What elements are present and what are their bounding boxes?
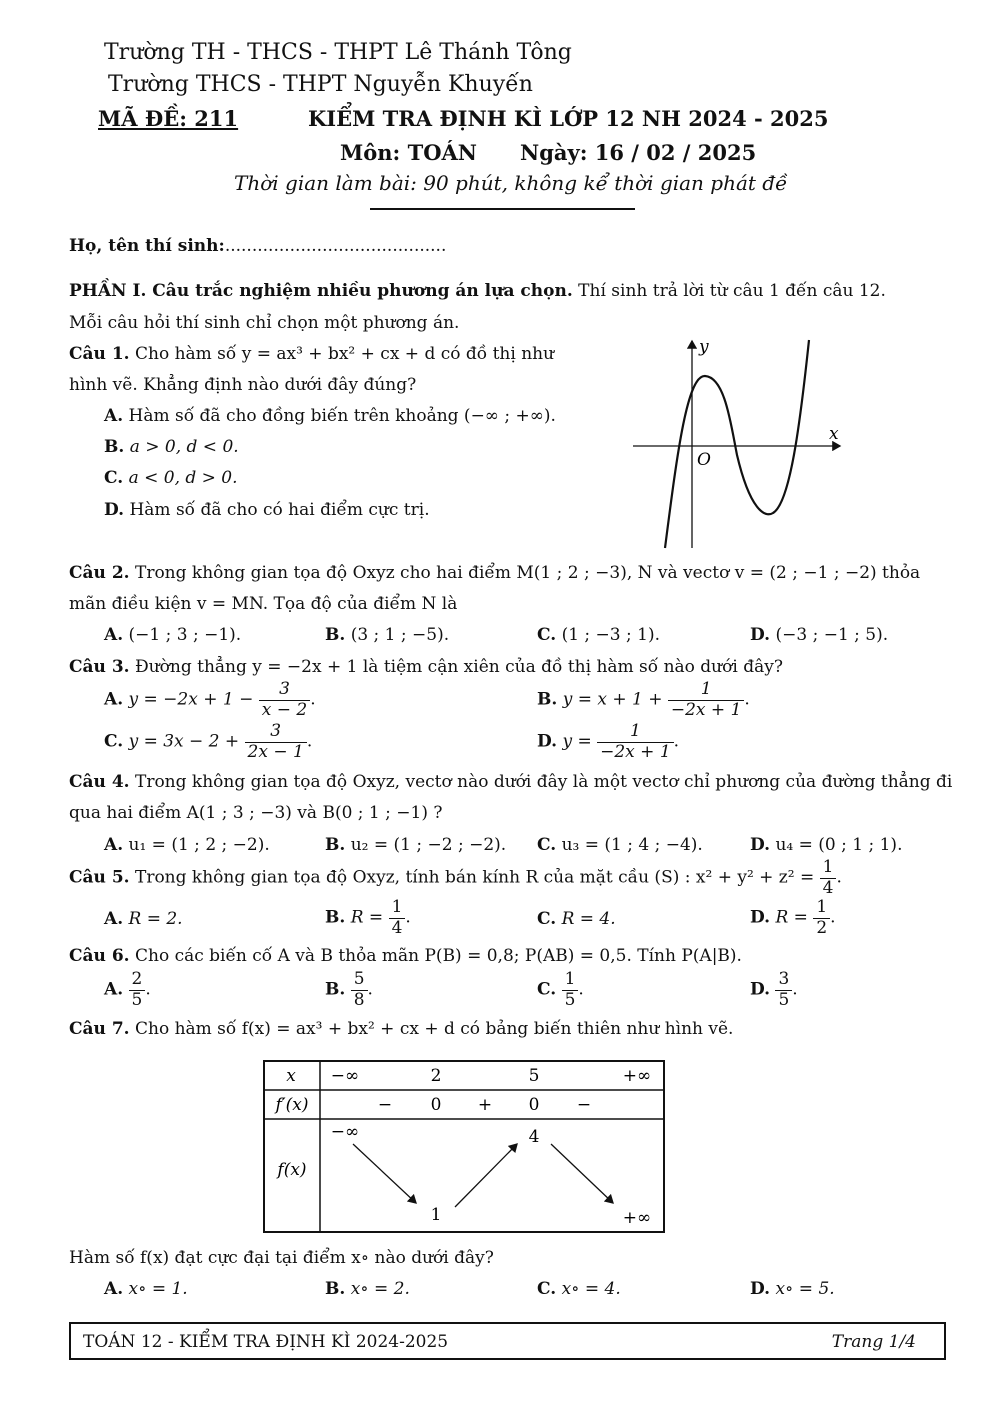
header-divider — [370, 208, 635, 210]
den: 2x − 1 — [245, 742, 307, 763]
q1-b-text: a > 0, d < 0. — [129, 437, 239, 457]
q7-line — [69, 1019, 733, 1039]
row-fprime-label: f′(x) — [275, 1095, 309, 1115]
num: 3 — [270, 721, 282, 741]
q1-option-b[interactable] — [104, 437, 239, 457]
q7-variation-table — [263, 1060, 665, 1234]
den: 5 — [775, 990, 792, 1011]
q5-frac — [820, 858, 837, 898]
graph-x-label: x — [829, 424, 839, 444]
q2-c-text: (1 ; −3 ; 1). — [561, 625, 660, 645]
num: 1 — [564, 969, 576, 989]
opt-letter: B. — [104, 437, 125, 457]
f-val-neg-inf: −∞ — [330, 1122, 360, 1142]
opt-letter: C. — [537, 1279, 557, 1299]
q7-label: Câu 7. — [69, 1019, 130, 1039]
opt-letter: A. — [104, 1279, 124, 1299]
q2-line1 — [69, 563, 920, 583]
den: 4 — [389, 918, 406, 939]
q2-option-c[interactable] — [537, 625, 660, 645]
q5-b-frac — [389, 898, 406, 938]
q2-label: Câu 2. — [69, 563, 130, 583]
q2-a-text: (−1 ; 3 ; −1). — [128, 625, 242, 645]
q2-option-a[interactable] — [104, 625, 241, 645]
q6-option-c[interactable]: C. $\frac{1}{5}$ . — [537, 969, 584, 1010]
q6-c-frac — [562, 970, 579, 1010]
q4-label: Câu 4. — [69, 772, 130, 792]
q4-c-text: u₃ = (1 ; 4 ; −4). — [561, 835, 703, 855]
q3-b-pre: y = x + 1 + — [562, 689, 668, 710]
q2-option-b[interactable] — [325, 625, 449, 645]
opt-letter: B. — [325, 835, 346, 855]
num: 1 — [391, 897, 403, 917]
opt-letter: B. — [325, 1279, 346, 1299]
opt-letter: B. — [325, 907, 346, 928]
q5-b-pre: R = — [350, 907, 389, 928]
q1-option-d[interactable] — [104, 500, 430, 520]
q6-b-frac — [351, 970, 368, 1010]
q1-d-text: Hàm số đã cho có hai điểm cực trị. — [129, 500, 430, 520]
q3-option-d[interactable]: D. y = $\frac{1}{-2x + 1}$ . — [537, 721, 680, 762]
cubic-curve — [665, 340, 809, 548]
fp-sign-3: − — [576, 1095, 592, 1115]
q6-line — [69, 946, 742, 966]
q1-cubic-graph — [625, 335, 850, 550]
num: 3 — [778, 969, 790, 989]
footer-title: TOÁN 12 - KIỂM TRA ĐỊNH KÌ 2024-2025 — [83, 1332, 449, 1352]
opt-letter: D. — [750, 979, 771, 1000]
candidate-dots: ......................................... — [224, 236, 447, 256]
opt-letter: C. — [537, 625, 557, 645]
q1-line1 — [69, 344, 554, 364]
arrow-decrease-2 — [551, 1144, 613, 1203]
x-val-pos-inf: +∞ — [622, 1066, 652, 1086]
row-x-label: x — [286, 1066, 296, 1086]
den: x − 2 — [259, 700, 310, 721]
f-val-pos-inf: +∞ — [622, 1208, 652, 1228]
q2-option-d[interactable] — [750, 625, 888, 645]
q5-option-b[interactable]: B. R = $\frac{1}{4}$ . — [325, 897, 411, 938]
q7-option-a[interactable] — [104, 1279, 188, 1299]
fp-sign-1: − — [377, 1095, 393, 1115]
opt-letter: D. — [750, 907, 771, 928]
q7-d-text: x∘ = 5. — [775, 1279, 835, 1299]
q6-option-b[interactable]: B. $\frac{5}{8}$ . — [325, 969, 373, 1010]
num: 2 — [131, 969, 143, 989]
den: 5 — [129, 990, 146, 1011]
opt-letter: C. — [104, 468, 124, 488]
q2-b-text: (3 ; 1 ; −5). — [350, 625, 450, 645]
q4-option-d[interactable] — [750, 835, 902, 855]
q6-a-frac — [129, 970, 146, 1010]
q1-option-a[interactable] — [104, 406, 556, 426]
opt-letter: A. — [104, 909, 124, 929]
q7-a-text: x∘ = 1. — [128, 1279, 188, 1299]
q6-label: Câu 6. — [69, 946, 130, 966]
num: 5 — [353, 969, 365, 989]
school-name-1: Trường TH - THCS - THPT Lê Thánh Tông — [104, 40, 572, 65]
opt-letter: A. — [104, 979, 124, 1000]
num: 1 — [816, 897, 828, 917]
q7-option-b[interactable] — [325, 1279, 410, 1299]
q4-text2: qua hai điểm A(1 ; 3 ; −3) và B(0 ; 1 ; −1) ? — [69, 803, 443, 823]
q1-option-c[interactable] — [104, 468, 238, 488]
part1-instr: Thí sinh trả lời từ câu 1 đến câu 12. — [572, 281, 886, 301]
q1-text1: Cho hàm số y = ax³ + bx² + cx + d có đồ thị như — [129, 344, 555, 364]
den: −2x + 1 — [668, 700, 745, 721]
q4-text1: Trong không gian tọa độ Oxyz, vectơ nào dưới đây là một vectơ chỉ phương của đường thẳng đi — [129, 772, 953, 792]
opt-letter: A. — [104, 689, 124, 710]
footer — [69, 1322, 946, 1360]
q7-text: Cho hàm số f(x) = ax³ + bx² + cx + d có bảng biến thiên như hình vẽ. — [129, 1019, 734, 1039]
exam-code: MÃ ĐỀ: 211 — [98, 106, 239, 131]
opt-letter: A. — [104, 625, 124, 645]
q6-option-d[interactable]: D. $\frac{3}{5}$ . — [750, 969, 798, 1010]
q4-option-b[interactable] — [325, 835, 506, 855]
graph-y-label: y — [699, 337, 709, 357]
exam-date: Ngày: 16 / 02 / 2025 — [520, 140, 757, 165]
den: 8 — [351, 990, 368, 1011]
q3-text: Đường thẳng y = −2x + 1 là tiệm cận xiên của đồ thị hàm số nào dưới đây? — [129, 657, 783, 677]
q4-line1 — [69, 772, 952, 792]
q5-text: Trong không gian tọa độ Oxyz, tính bán kính R của mặt cầu (S) : x² + y² + z² = — [129, 867, 820, 888]
opt-letter: C. — [104, 731, 124, 752]
q7-b-text: x∘ = 2. — [350, 1279, 410, 1299]
den: −2x + 1 — [597, 742, 674, 763]
q7-option-d[interactable] — [750, 1279, 835, 1299]
q5-c-text: R = 4. — [561, 909, 616, 929]
q6-d-frac — [775, 970, 792, 1010]
q5-d-pre: R = — [775, 907, 814, 928]
q3-a-frac — [259, 680, 310, 720]
den: 5 — [562, 990, 579, 1011]
f-val-1: 1 — [430, 1205, 442, 1225]
q7-option-c[interactable] — [537, 1279, 621, 1299]
arrow-increase — [455, 1144, 517, 1207]
opt-letter: D. — [750, 1279, 771, 1299]
q3-c-pre: y = 3x − 2 + — [128, 731, 245, 752]
opt-letter: C. — [537, 979, 557, 1000]
num: 1 — [700, 679, 712, 699]
q7-question: Hàm số f(x) đạt cực đại tại điểm x∘ nào dưới đây? — [69, 1248, 494, 1268]
num: 1 — [629, 721, 641, 741]
q6-text: Cho các biến cố A và B thỏa mãn P(B) = 0,8; P(AB) = 0,5. Tính P(A|B). — [129, 946, 742, 966]
q5-a-text: R = 2. — [128, 909, 183, 929]
q4-option-a[interactable] — [104, 835, 270, 855]
fp-zero-1: 0 — [430, 1095, 442, 1115]
den: 4 — [820, 878, 837, 899]
num: 1 — [822, 857, 834, 877]
x-val-2: 2 — [430, 1066, 442, 1086]
x-val-neg-inf: −∞ — [330, 1066, 360, 1086]
q4-option-c[interactable] — [537, 835, 703, 855]
fp-zero-2: 0 — [528, 1095, 540, 1115]
q3-d-frac — [597, 722, 674, 762]
q7-c-text: x∘ = 4. — [561, 1279, 621, 1299]
q3-b-frac — [668, 680, 745, 720]
candidate-label: Họ, tên thí sinh: — [69, 236, 225, 256]
q5-d-frac — [813, 898, 830, 938]
q4-b-text: u₂ = (1 ; −2 ; −2). — [350, 835, 507, 855]
q1-c-text: a < 0, d > 0. — [128, 468, 238, 488]
table-border — [264, 1061, 664, 1232]
opt-letter: A. — [104, 406, 124, 426]
q4-d-text: u₄ = (0 ; 1 ; 1). — [775, 835, 903, 855]
opt-letter: D. — [104, 500, 125, 520]
candidate-line — [69, 236, 446, 256]
school-name-2: Trường THCS - THPT Nguyễn Khuyến — [108, 72, 533, 97]
opt-letter: D. — [750, 835, 771, 855]
q1-a-text: Hàm số đã cho đồng biến trên khoảng (−∞ ; +∞). — [128, 406, 556, 426]
q3-line — [69, 657, 783, 677]
opt-letter: D. — [537, 731, 558, 752]
opt-letter: C. — [537, 909, 557, 929]
q3-a-pre: y = −2x + 1 − — [128, 689, 259, 710]
opt-letter: B. — [325, 979, 346, 1000]
q5-label: Câu 5. — [69, 867, 130, 888]
q5-line: Câu 5. Trong không gian tọa độ Oxyz, tính bán kính R của mặt cầu (S) : x² + y² + z² = $\frac{1}{4}$ . — [69, 857, 842, 898]
q3-option-c[interactable]: C. y = 3x − 2 + $\frac{3}{2x - 1}$ . — [104, 721, 313, 762]
q3-d-pre: y = — [562, 731, 598, 752]
exam-title: KIỂM TRA ĐỊNH KÌ LỚP 12 NH 2024 - 2025 — [308, 106, 829, 131]
q6-option-a[interactable]: A. $\frac{2}{5}$ . — [104, 969, 151, 1010]
q5-option-c[interactable] — [537, 909, 616, 929]
q3-label: Câu 3. — [69, 657, 130, 677]
q2-text2: mãn điều kiện v = MN. Tọa độ của điểm N là — [69, 594, 458, 614]
subject: Môn: TOÁN — [340, 140, 477, 165]
q2-d-text: (−3 ; −1 ; 5). — [775, 625, 889, 645]
q1-label: Câu 1. — [69, 344, 130, 364]
arrow-decrease-1 — [353, 1144, 416, 1203]
opt-letter: C. — [537, 835, 557, 855]
opt-letter: D. — [750, 625, 771, 645]
q1-text2: hình vẽ. Khẳng định nào dưới đây đúng? — [69, 375, 417, 395]
den: 2 — [813, 918, 830, 939]
part1-instr2: Mỗi câu hỏi thí sinh chỉ chọn một phương án. — [69, 313, 460, 333]
num: 3 — [279, 679, 290, 699]
opt-letter: B. — [325, 625, 346, 645]
f-val-4: 4 — [528, 1127, 540, 1147]
q5-option-a[interactable] — [104, 909, 183, 929]
duration: Thời gian làm bài: 90 phút, không kể thời gian phát đề — [234, 171, 788, 195]
page-number: Trang 1/4 — [831, 1332, 916, 1352]
opt-letter: B. — [537, 689, 558, 710]
q3-option-a[interactable]: A. y = −2x + 1 − $\frac{3}{x - 2}$ . — [104, 679, 316, 720]
part1-heading — [69, 281, 886, 301]
q5-option-d[interactable]: D. R = $\frac{1}{2}$ . — [750, 897, 836, 938]
q3-c-frac — [245, 722, 307, 762]
graph-origin-label: O — [697, 450, 711, 470]
fp-sign-2: + — [477, 1095, 493, 1115]
x-val-5: 5 — [528, 1066, 540, 1086]
opt-letter: A. — [104, 835, 124, 855]
row-f-label: f(x) — [277, 1160, 307, 1180]
part1-title: PHẦN I. Câu trắc nghiệm nhiều phương án lựa chọn. — [69, 281, 573, 301]
q3-option-b[interactable]: B. y = x + 1 + $\frac{1}{-2x + 1}$ . — [537, 679, 750, 720]
q4-a-text: u₁ = (1 ; 2 ; −2). — [128, 835, 270, 855]
q2-text1: Trong không gian tọa độ Oxyz cho hai điểm M(1 ; 2 ; −3), N và vectơ v = (2 ; −1 ; −2) thỏa — [129, 563, 921, 583]
